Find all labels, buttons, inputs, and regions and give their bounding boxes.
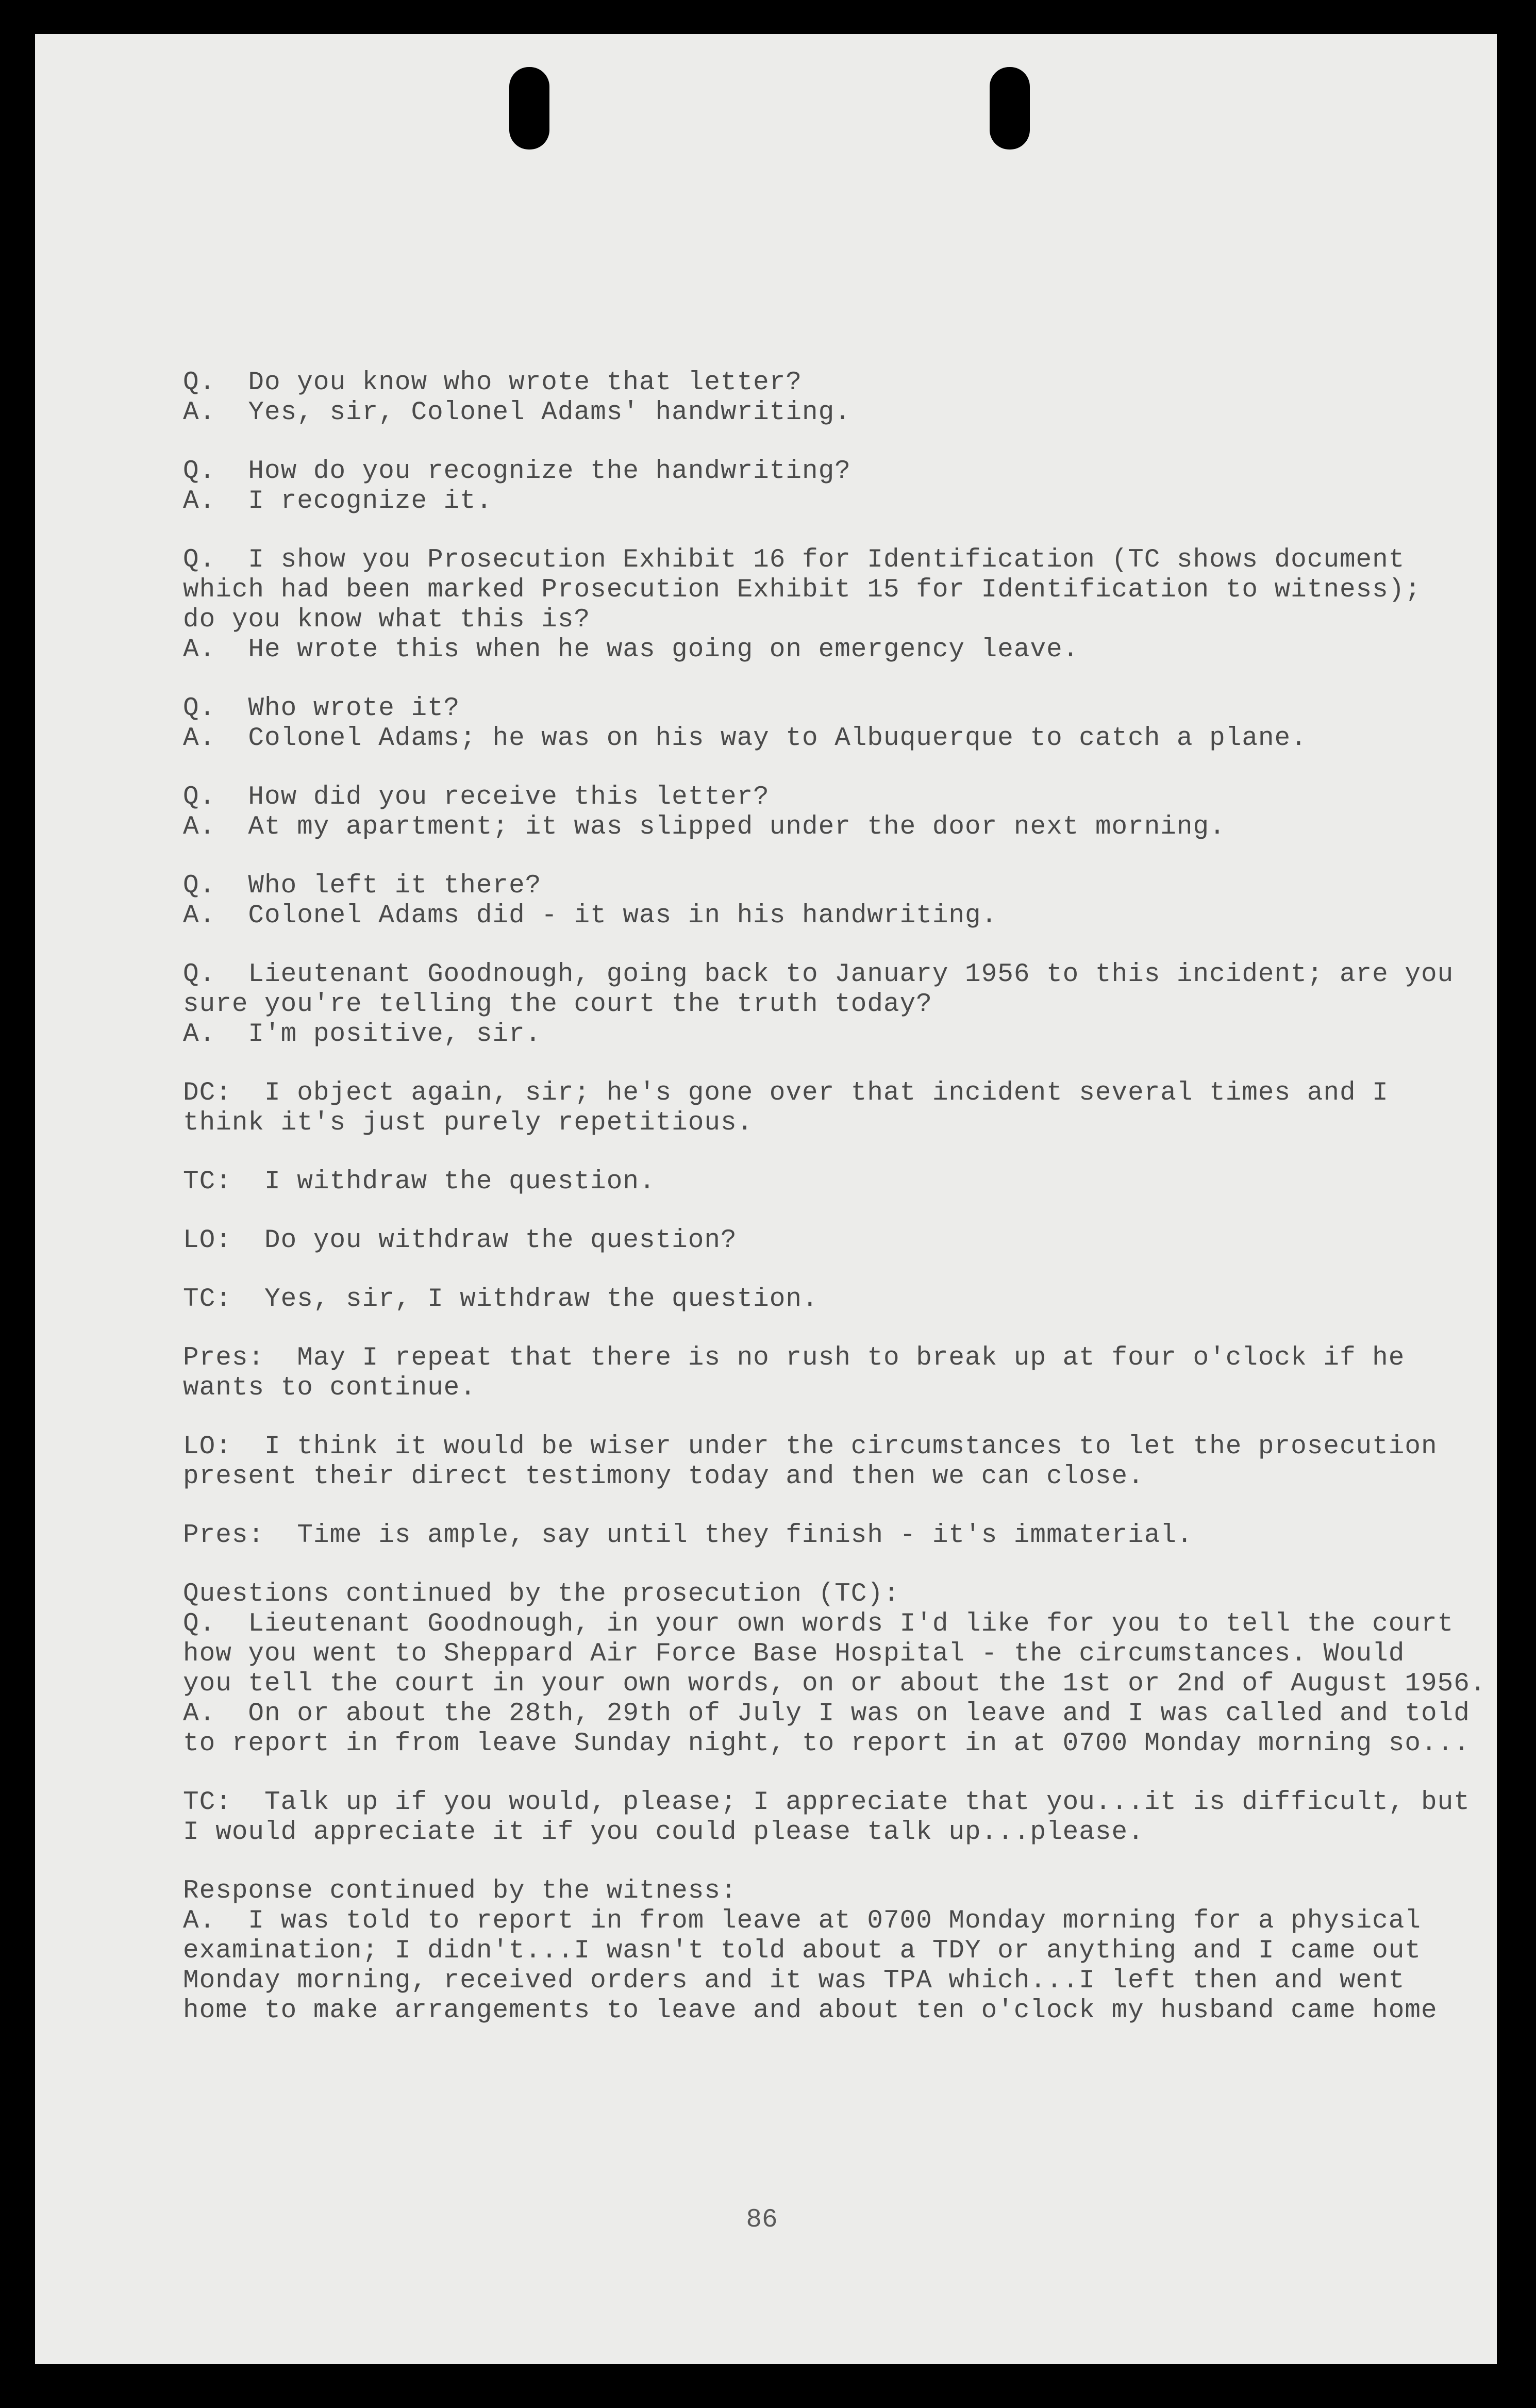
transcript-line: A. At my apartment; it was slipped under the door next morning. xyxy=(183,812,1226,842)
transcript-line: Q. I show you Prosecution Exhibit 16 for Identification (TC shows document xyxy=(183,545,1405,575)
transcript-line: A. Colonel Adams did - it was in his handwriting. xyxy=(183,901,998,931)
transcript-line: A. I recognize it. xyxy=(183,487,493,516)
transcript-line: think it's just purely repetitious. xyxy=(183,1108,754,1138)
transcript-entry xyxy=(183,545,1430,665)
transcript-entry xyxy=(183,1167,1430,1197)
transcript-line: Q. Lieutenant Goodnough, going back to January 1956 to this incident; are you xyxy=(183,960,1454,989)
transcript-line: LO: I think it would be wiser under the circumstances to let the prosecution xyxy=(183,1432,1438,1462)
transcript-line: Monday morning, received orders and it was TPA which...I left then and went xyxy=(183,1966,1405,1996)
transcript-line: which had been marked Prosecution Exhibit 15 for Identification to witness); xyxy=(183,575,1421,605)
transcript-line: TC: Talk up if you would, please; I appreciate that you...it is difficult, but xyxy=(183,1788,1470,1817)
transcript-entry xyxy=(183,368,1430,428)
transcript-line: you tell the court in your own words, on or about the 1st or 2nd of August 1956. xyxy=(183,1669,1487,1699)
transcript-line: DC: I object again, sir; he's gone over that incident several times and I xyxy=(183,1078,1389,1108)
transcript-entry xyxy=(183,960,1454,1050)
transcript-entry xyxy=(183,457,1430,517)
transcript-line: Pres: May I repeat that there is no rush to break up at four o'clock if he xyxy=(183,1343,1405,1373)
transcript-line: Q. Lieutenant Goodnough, in your own words I'd like for you to tell the court xyxy=(183,1609,1454,1639)
transcript-line: A. Yes, sir, Colonel Adams' handwriting. xyxy=(183,398,851,427)
transcript-line: Q. Who wrote it? xyxy=(183,694,460,723)
transcript-entry xyxy=(183,1788,1470,1848)
transcript-entry xyxy=(183,1285,1430,1315)
transcript-line: Q. Who left it there? xyxy=(183,871,542,901)
transcript-line: A. He wrote this when he was going on emergency leave. xyxy=(183,635,1079,665)
document-page xyxy=(35,34,1497,2364)
transcript-line: Q. Do you know who wrote that letter? xyxy=(183,368,802,397)
transcript-entry xyxy=(183,1432,1438,1492)
binder-hole-left xyxy=(509,67,549,150)
transcript-line: TC: I withdraw the question. xyxy=(183,1167,656,1197)
transcript-line: I would appreciate it if you could please talk up...please. xyxy=(183,1818,1144,1847)
transcript-entry xyxy=(183,1226,1430,1256)
transcript-body xyxy=(183,368,1487,2055)
transcript-line: home to make arrangements to leave and about ten o'clock my husband came home xyxy=(183,1996,1438,2025)
transcript-line: Questions continued by the prosecution (TC): xyxy=(183,1580,900,1609)
transcript-line: A. I'm positive, sir. xyxy=(183,1020,542,1049)
transcript-line: A. I was told to report in from leave at 0700 Monday morning for a physical xyxy=(183,1906,1421,1936)
transcript-line: sure you're telling the court the truth today? xyxy=(183,990,932,1019)
transcript-line: examination; I didn't...I wasn't told about a TDY or anything and I came out xyxy=(183,1936,1421,1966)
transcript-line: do you know what this is? xyxy=(183,605,591,635)
transcript-line: Pres: Time is ample, say until they finish - it's immaterial. xyxy=(183,1521,1193,1550)
transcript-line: present their direct testimony today and then we can close. xyxy=(183,1462,1144,1491)
transcript-line: how you went to Sheppard Air Force Base Hospital - the circumstances. Would xyxy=(183,1639,1405,1669)
transcript-entry xyxy=(183,871,1430,931)
transcript-line: to report in from leave Sunday night, to report in at 0700 Monday morning so... xyxy=(183,1729,1470,1758)
page-number: 86 xyxy=(746,2205,778,2235)
transcript-entry xyxy=(183,783,1430,842)
transcript-line: wants to continue. xyxy=(183,1373,476,1403)
transcript-entry xyxy=(183,694,1430,754)
transcript-line: A. On or about the 28th, 29th of July I was on leave and I was called and told xyxy=(183,1699,1470,1729)
transcript-line: Response continued by the witness: xyxy=(183,1876,737,1906)
transcript-line: Q. How did you receive this letter? xyxy=(183,783,770,812)
transcript-line: Q. How do you recognize the handwriting? xyxy=(183,457,851,486)
transcript-entry xyxy=(183,1343,1430,1403)
transcript-line: A. Colonel Adams; he was on his way to Albuquerque to catch a plane. xyxy=(183,724,1307,753)
transcript-entry xyxy=(183,1078,1430,1138)
binder-hole-right xyxy=(990,67,1030,150)
transcript-entry xyxy=(183,1521,1430,1551)
transcript-entry xyxy=(183,1580,1487,1759)
transcript-line: LO: Do you withdraw the question? xyxy=(183,1226,737,1255)
transcript-line: TC: Yes, sir, I withdraw the question. xyxy=(183,1285,819,1314)
transcript-entry xyxy=(183,1876,1438,2026)
